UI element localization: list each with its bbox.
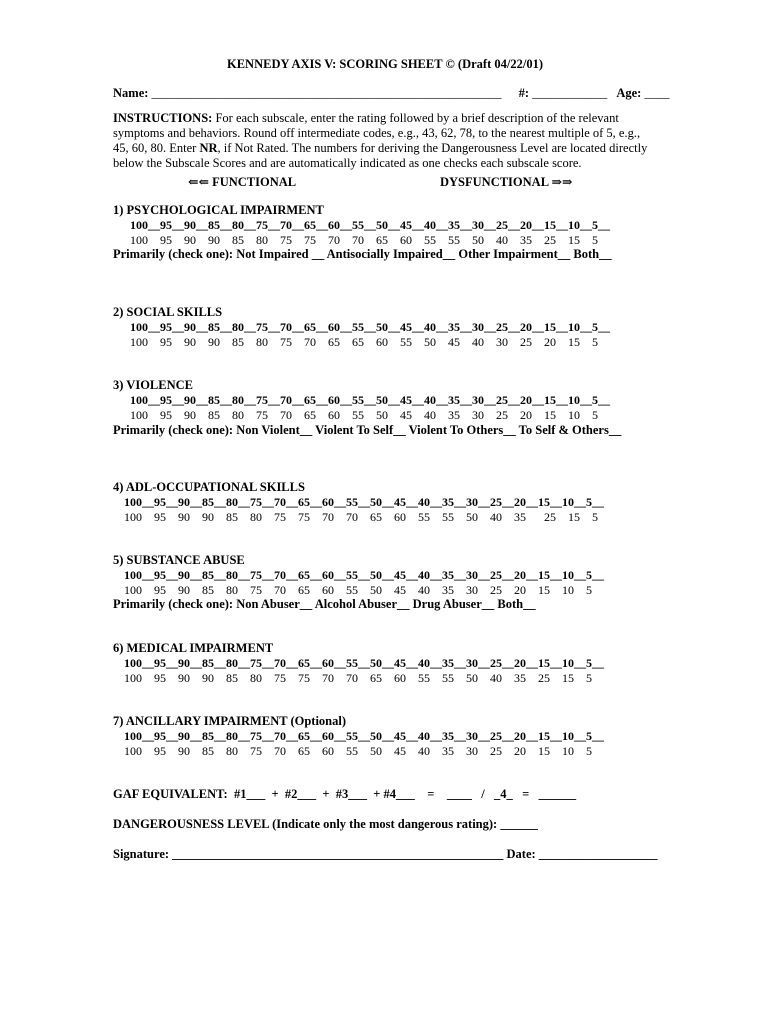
section-6-title: 6) MEDICAL IMPAIRMENT <box>113 641 274 655</box>
section-3-danger-values: 100 95 90 85 80 75 70 65 60 55 50 45 40 35 30 25 20 15 10 5 <box>130 408 598 422</box>
section-6-scale[interactable]: 100__95__90__85__80__75__70__65__60__55__50__45__40__35__30__25__20__15__10__5__ <box>124 656 604 670</box>
dysfunctional-label: DYSFUNCTIONAL ⇒⇒ <box>440 175 573 189</box>
signature-line[interactable]: Signature: _____________________________________________________ Date: ___________________ <box>113 847 658 861</box>
section-3-scale[interactable]: 100__95__90__85__80__75__70__65__60__55__50__45__40__35__30__25__20__15__10__5__ <box>130 393 610 407</box>
section-5-scale[interactable]: 100__95__90__85__80__75__70__65__60__55__50__45__40__35__30__25__20__15__10__5__ <box>124 568 604 582</box>
dangerousness-level[interactable]: DANGEROUSNESS LEVEL (Indicate only the most dangerous rating): ______ <box>113 817 538 831</box>
instructions-text-2: , if Not Rated. The numbers for deriving the Dangerousness Level are located directly below the Subscale Scores and are automatically indicated as one checks each subscale score. <box>113 141 648 170</box>
section-2-scale[interactable]: 100__95__90__85__80__75__70__65__60__55__50__45__40__35__30__25__20__15__10__5__ <box>130 320 610 334</box>
header-line <box>113 86 669 101</box>
instructions-nr: NR <box>199 141 218 155</box>
section-7-title: 7) ANCILLARY IMPAIRMENT (Optional) <box>113 714 347 728</box>
section-2-title: 2) SOCIAL SKILLS <box>113 305 223 319</box>
instructions-text-1: For each subscale, enter the rating followed by a brief description of the relevant symptoms and behaviors. Round off intermediate codes, e.g., 43, 62, 78, to the nearest multiple of 5, e.g., 45, 60, 80. Enter <box>113 111 641 155</box>
number-label: #: <box>518 86 530 100</box>
name-field[interactable]: ________________________________________________________ <box>151 86 502 100</box>
functional-label: ⇐⇐ FUNCTIONAL <box>188 175 297 189</box>
section-4-danger-values: 100 95 90 90 85 80 75 75 70 70 65 60 55 55 50 40 35 25 15 5 <box>124 510 598 524</box>
section-7-danger-values: 100 95 90 85 80 75 70 65 60 55 50 45 40 35 30 25 20 15 10 5 <box>124 744 592 758</box>
section-1-check[interactable]: Primarily (check one): Not Impaired __ Antisocially Impaired__ Other Impairment__ Both__ <box>113 247 612 261</box>
section-3-title: 3) VIOLENCE <box>113 378 193 392</box>
section-5-title: 5) SUBSTANCE ABUSE <box>113 553 245 567</box>
section-4-scale[interactable]: 100__95__90__85__80__75__70__65__60__55__50__45__40__35__30__25__20__15__10__5__ <box>124 495 604 509</box>
page-title: KENNEDY AXIS V: SCORING SHEET © (Draft 04/22/01) <box>227 57 543 71</box>
gaf-equivalent[interactable]: GAF EQUIVALENT: #1___ + #2___ + #3___ + #4___ = ____ / _4_ = ______ <box>113 787 577 801</box>
section-7-scale[interactable]: 100__95__90__85__80__75__70__65__60__55__50__45__40__35__30__25__20__15__10__5__ <box>124 729 604 743</box>
section-6-danger-values: 100 95 90 90 85 80 75 75 70 70 65 60 55 55 50 40 35 25 15 5 <box>124 671 592 685</box>
section-5-danger-values: 100 95 90 85 80 75 70 65 60 55 50 45 40 35 30 25 20 15 10 5 <box>124 583 592 597</box>
section-3-check[interactable]: Primarily (check one): Non Violent__ Violent To Self__ Violent To Others__ To Self & Others__ <box>113 423 622 437</box>
section-2-danger-values: 100 95 90 90 85 80 75 70 65 65 60 55 50 45 40 30 25 20 15 5 <box>130 335 598 349</box>
number-field[interactable]: ____________ <box>532 86 608 100</box>
instructions <box>113 111 653 171</box>
section-1-scale[interactable]: 100__95__90__85__80__75__70__65__60__55__50__45__40__35__30__25__20__15__10__5__ <box>130 218 610 232</box>
section-1-danger-values: 100 95 90 90 85 80 75 75 70 70 65 60 55 55 50 40 35 25 15 5 <box>130 233 598 247</box>
section-4-title: 4) ADL-OCCUPATIONAL SKILLS <box>113 480 305 494</box>
age-label: Age: <box>616 86 642 100</box>
age-field[interactable]: ____ <box>644 86 670 100</box>
instructions-label: INSTRUCTIONS: <box>113 111 213 125</box>
section-5-check[interactable]: Primarily (check one): Non Abuser__ Alcohol Abuser__ Drug Abuser__ Both__ <box>113 597 536 611</box>
name-label: Name: <box>113 86 149 100</box>
section-1-title: 1) PSYCHOLOGICAL IMPAIRMENT <box>113 203 324 217</box>
